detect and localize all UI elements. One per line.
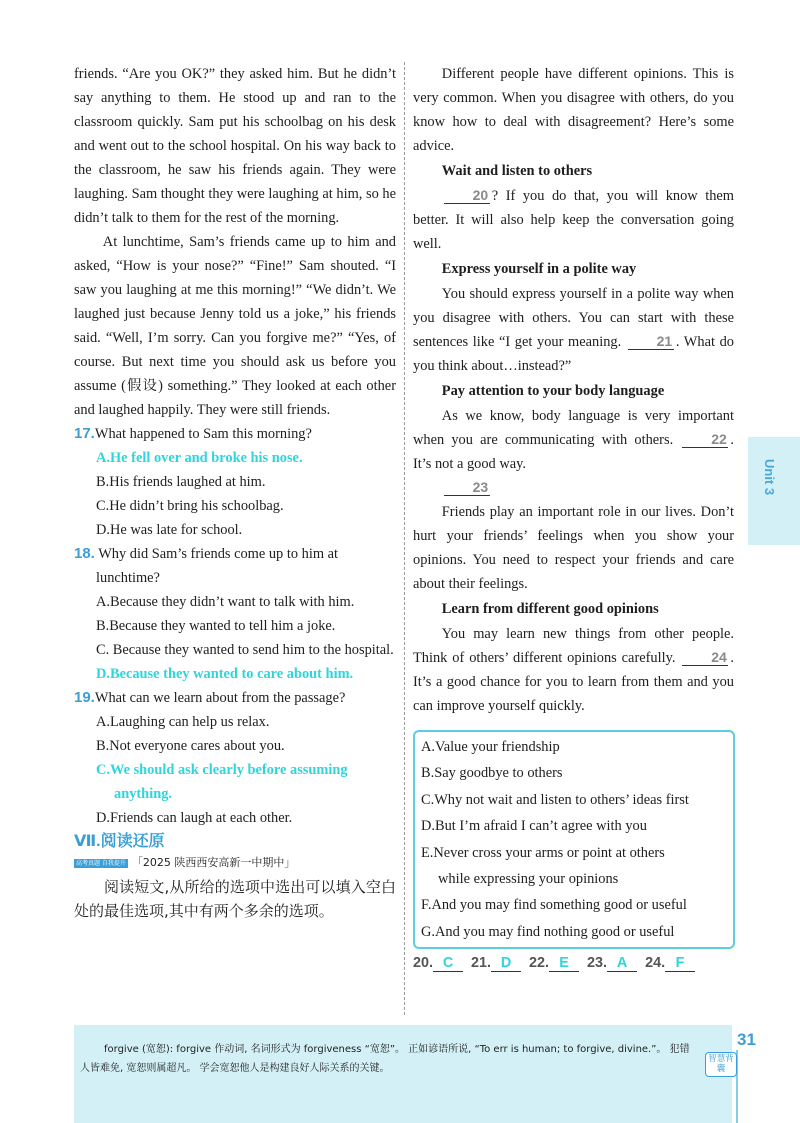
option-c: C. Because they wanted to send him to the hospital.	[96, 642, 394, 658]
option-a: A.Because they didn’t want to talk with him.	[96, 594, 355, 610]
option-g: G.And you may find nothing good or useful	[421, 923, 675, 940]
section-title: Ⅶ.阅读还原	[74, 833, 165, 850]
option-f: F.And you may find something good or useful	[421, 897, 687, 914]
option-b: B.Say goodbye to others	[421, 765, 563, 782]
answer-21: 21. D	[471, 955, 521, 972]
question-text: What happened to Sam this morning?	[94, 426, 312, 442]
option-c: C.Why not wait and listen to others’ ideas first	[421, 791, 689, 808]
option-c: C.We should ask clearly before assuming anything.	[96, 762, 348, 802]
question-text: What can we learn about from the passage?	[94, 690, 346, 706]
question-19	[74, 686, 396, 830]
option-e-cont: while expressing your opinions	[438, 871, 619, 888]
option-a: A.Laughing can help us relax.	[96, 714, 270, 730]
question-17	[74, 422, 396, 542]
question-18	[74, 542, 396, 686]
blank-24[interactable]: 24	[682, 649, 728, 666]
intro-paragraph: Different people have different opinions. This is very common. When you disagree with others, do you know how to deal with disagreement? Here’s some advice.	[413, 66, 734, 154]
unit-side-tab	[748, 437, 800, 545]
footer-text: forgive (宽恕): forgive 作动词, 名词形式为 forgiveness “宽恕”。 正如谚语所说, “To err is human; to forgive, divine.”。 犯错人皆难免, 宽恕则属超凡。 学会宽恕他人是构建良好人际关系的关键。	[80, 1044, 690, 1074]
question-text-cont: lunchtime?	[96, 570, 160, 586]
answer-23: 23. A	[587, 955, 637, 972]
answer-24: 24. F	[645, 955, 695, 972]
subheading-1: Wait and listen to others	[441, 163, 593, 179]
paragraph-heading-blank	[413, 476, 734, 500]
unit-label: Unit 3	[762, 459, 777, 496]
paragraph-4: Friends play an important role in our lives. Don’t hurt your friends’ feelings when you show your opinions. You need to respect your friends and care about their feelings.	[413, 504, 734, 592]
column-divider	[404, 62, 405, 1015]
option-d: D.He was late for school.	[96, 522, 243, 538]
option-b: B.His friends laughed at him.	[96, 474, 266, 490]
question-number: 17.	[74, 425, 95, 442]
source-text: 「2025 陕西西安高新一中期中」	[131, 856, 296, 869]
question-number: 19.	[74, 689, 95, 706]
source-tag	[74, 855, 396, 871]
answer-row	[413, 955, 734, 972]
paragraph-3: As we know, body language is very important when you are communicating with others. 22 . It’s not a good way.	[413, 408, 734, 472]
options-box	[413, 730, 735, 949]
option-b: B.Because they wanted to tell him a joke.	[96, 618, 336, 634]
question-number: 18.	[74, 545, 95, 562]
instructions: 阅读短文,从所给的选项中选出可以填入空白处的最佳选项,其中有两个多余的选项。	[74, 878, 396, 920]
source-logo: 高考真题 自我提升	[76, 859, 126, 867]
question-text: Why did Sam’s friends come up to him at	[94, 546, 339, 562]
paragraph-5: You may learn new things from other people. Think of others’ different opinions carefully. 24 . It’s a good chance for you to learn from them and you can improve yourself quickly.	[413, 626, 734, 714]
wisdom-badge: 智慧背囊	[705, 1052, 737, 1077]
option-c: C.He didn’t bring his schoolbag.	[96, 498, 284, 514]
paragraph-2: You should express yourself in a polite way when you disagree with others. You can start with these sentences like “I get your meaning. 21 . What do you think about…instead?”	[413, 286, 734, 374]
blank-21[interactable]: 21	[628, 333, 674, 350]
right-column	[413, 62, 734, 972]
option-d: D.Friends can laugh at each other.	[96, 810, 293, 826]
story-paragraph-1: friends. “Are you OK?” they asked him. But he didn’t say anything to them. He stood up and ran to the classroom quickly. Sam put his schoolbag on his desk and went out to the school hospital. On his way back to the classroom, he saw his friends again. They were laughing. Sam thought they were laughing at him, so he didn’t talk to them for the rest of the morning.	[74, 66, 396, 226]
subheading-4: Learn from different good opinions	[441, 601, 659, 617]
option-d: D.Because they wanted to care about him.	[96, 666, 354, 682]
subheading-3: Pay attention to your body language	[441, 383, 665, 399]
story-paragraph-2: At lunchtime, Sam’s friends came up to him and asked, “How is your nose?” “Fine!” Sam shouted. “I saw you laughing at me this morning!” “We didn’t. We laughed just because Jenny told us a joke,” his friends said. “Well, I’m sorry. Can you forgive me?” “Yes, of course. But next time you should ask us before you assume (假设) something.” They looked at each other and laughed happily. They were still friends.	[74, 234, 396, 418]
answer-20: 20. C	[413, 955, 463, 972]
option-a: A.He fell over and broke his nose.	[96, 450, 303, 466]
answer-22: 22. E	[529, 955, 579, 972]
option-a: A.Value your friendship	[421, 739, 560, 755]
option-d: D.But I’m afraid I can’t agree with you	[421, 818, 647, 835]
left-column	[74, 62, 396, 923]
option-e: E.Never cross your arms or point at others	[421, 844, 665, 861]
blank-20[interactable]: 20	[444, 187, 490, 204]
option-b: B.Not everyone cares about you.	[96, 738, 285, 754]
subheading-2: Express yourself in a polite way	[441, 261, 637, 277]
paragraph-1: 20 ? If you do that, you will know them better. It will also help keep the conversation going well.	[413, 187, 734, 252]
footer-note	[74, 1025, 732, 1123]
page-number: 31	[737, 1030, 756, 1049]
blank-23[interactable]: 23	[444, 479, 490, 496]
blank-22[interactable]: 22	[682, 431, 728, 448]
